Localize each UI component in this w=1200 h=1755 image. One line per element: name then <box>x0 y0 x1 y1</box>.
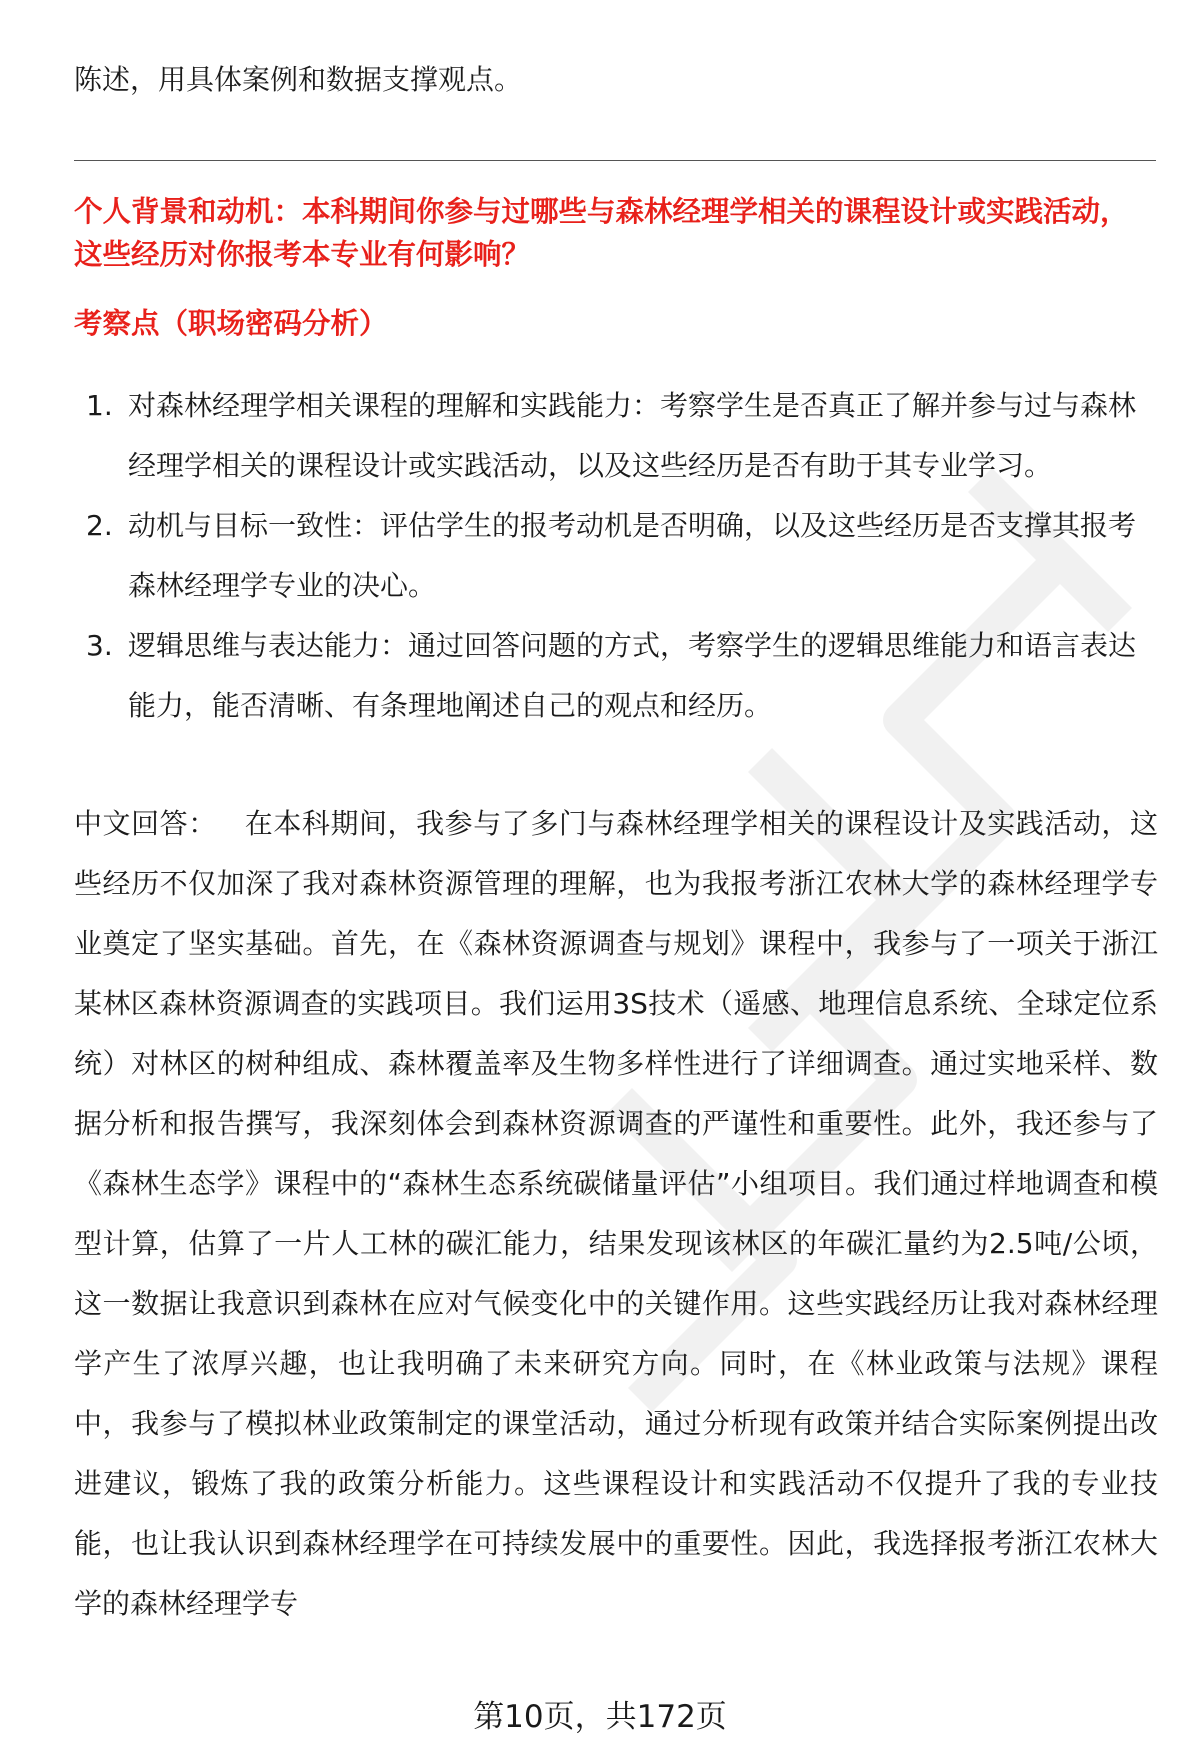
list-item-text: 逻辑思维与表达能力：通过回答问题的方式，考察学生的逻辑思维能力和语言表达能力，能否清晰、有条理地阐述自己的观点和经历。 <box>128 629 1137 722</box>
section-divider <box>74 160 1156 161</box>
list-item <box>80 496 1140 616</box>
page-number-footer: 第10页，共172页 <box>473 1699 727 1735</box>
list-item-number: 3. <box>86 629 113 662</box>
answer-paragraph <box>74 794 1158 1634</box>
list-item <box>80 616 1140 736</box>
assessment-points-list <box>80 376 1140 736</box>
answer-text: 在本科期间，我参与了多门与森林经理学相关的课程设计及实践活动，这些经历不仅加深了我对森林资源管理的理解，也为我报考浙江农林大学的森林经理学专业奠定了坚实基础。首先，在《森林资源调查与规划》课程中，我参与了一项关于浙江某林区森林资源调查的实践项目。我们运用3S技术（遥感、地理信息系统、全球定位系统）对林区的树种组成、森林覆盖率及生物多样性进行了详细调查。通过实地采样、数据分析和报告撰写，我深刻体会到森林资源调查的严谨性和重要性。此外，我还参与了《森林生态学》课程中的“森林生态系统碳储量评估”小组项目。我们通过样地调查和模型计算，估算了一片人工林的碳汇能力，结果发现该林区的年碳汇量约为2.5吨/公顷，这一数据让我意识到森林在应对气候变化中的关键作用。这些实践经历让我对森林经理学产生了浓厚兴趣，也让我明确了未来研究方向。同时，在《林业政策与法规》课程中，我参与了模拟林业政策制定的课堂活动，通过分析现有政策并结合实际案例提出改进建议，锻炼了我的政策分析能力。这些课程设计和实践活动不仅提升了我的专业技能，也让我认识到森林经理学在可持续发展中的重要性。因此，我选择报考浙江农林大学的森林经理学专 <box>74 807 1158 1620</box>
assessment-subheading: 考察点（职场密码分析） <box>74 307 388 340</box>
intro-text: 陈述，用具体案例和数据支撑观点。 <box>74 63 523 96</box>
list-item-text: 对森林经理学相关课程的理解和实践能力：考察学生是否真正了解并参与过与森林经理学相关的课程设计或实践活动，以及这些经历是否有助于其专业学习。 <box>128 389 1137 482</box>
answer-label: 中文回答： <box>74 807 217 840</box>
list-item-number: 2. <box>86 509 113 542</box>
list-item-text: 动机与目标一致性：评估学生的报考动机是否明确，以及这些经历是否支撑其报考森林经理学专业的决心。 <box>128 509 1137 602</box>
question-heading: 个人背景和动机：本科期间你参与过哪些与森林经理学相关的课程设计或实践活动，这些经历对你报考本专业有何影响？ <box>74 195 1129 271</box>
list-item <box>80 376 1140 496</box>
list-item-number: 1. <box>86 389 113 422</box>
